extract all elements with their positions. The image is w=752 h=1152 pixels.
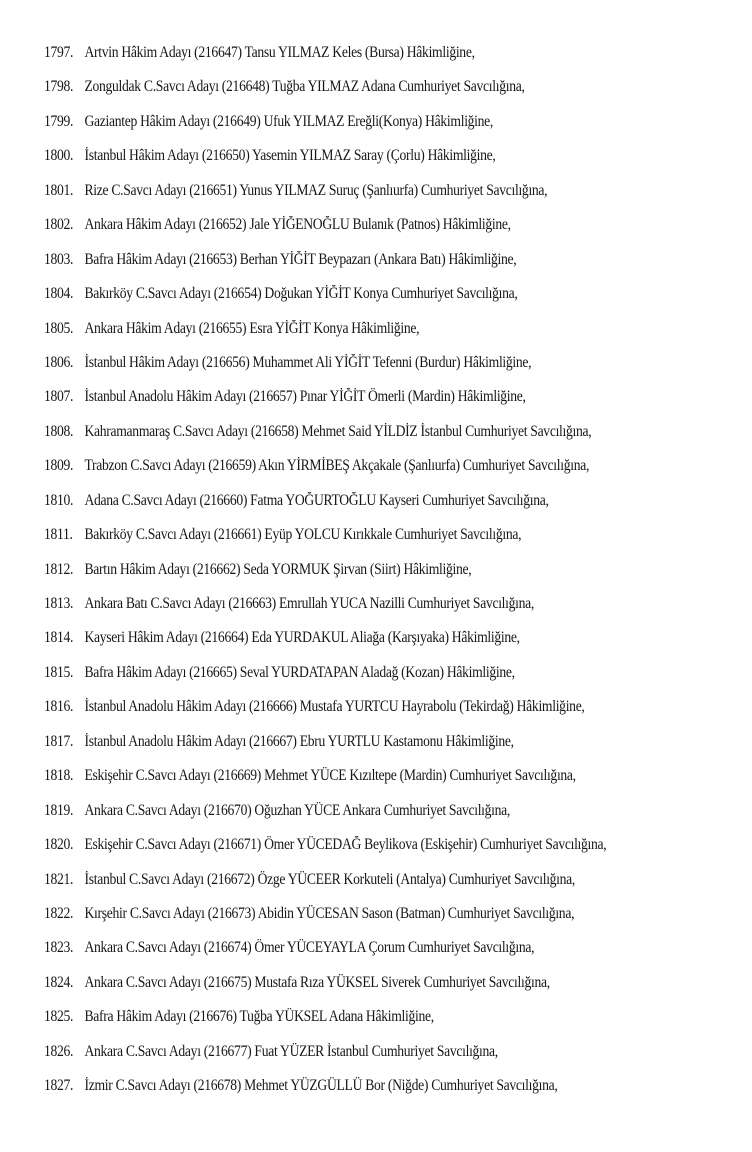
entry-number: 1805. [44, 319, 74, 337]
entry-text: Ankara C.Savcı Adayı (216677) Fuat YÜZER İstanbul Cumhuriyet Savcılığına, [84, 1042, 498, 1060]
entry-text: Eskişehir C.Savcı Adayı (216669) Mehmet YÜCE Kızıltepe (Mardin) Cumhuriyet Savcılığına, [84, 767, 576, 785]
entry-number: 1823. [44, 939, 74, 957]
list-item [44, 147, 660, 181]
entry-number: 1825. [44, 1008, 74, 1026]
entry-text: Bafra Hâkim Adayı (216676) Tuğba YÜKSEL Adana Hâkimliğine, [84, 1008, 434, 1026]
entry-text: Eskişehir C.Savcı Adayı (216671) Ömer YÜCEDAĞ Beylikova (Eskişehir) Cumhuriyet Savcılığına, [84, 836, 607, 854]
entry-number: 1800. [44, 147, 74, 165]
entry-number: 1827. [44, 1077, 74, 1095]
entry-text: Artvin Hâkim Adayı (216647) Tansu YILMAZ Keles (Bursa) Hâkimliğine, [84, 44, 475, 61]
entry-text: Bakırköy C.Savcı Adayı (216654) Doğukan YİĞİT Konya Cumhuriyet Savcılığına, [84, 285, 518, 303]
entry-text: Zonguldak C.Savcı Adayı (216648) Tuğba YILMAZ Adana Cumhuriyet Savcılığına, [84, 78, 525, 96]
entry-number: 1820. [44, 836, 74, 854]
list-item [44, 802, 660, 836]
entry-number: 1816. [44, 698, 74, 716]
entry-text: Ankara C.Savcı Adayı (216674) Ömer YÜCEYAYLA Çorum Cumhuriyet Savcılığına, [84, 939, 535, 957]
list-item [44, 526, 660, 560]
entry-text: Bartın Hâkim Adayı (216662) Seda YORMUK Şirvan (Siirt) Hâkimliğine, [84, 560, 472, 578]
entry-text: Ankara Batı C.Savcı Adayı (216663) Emrullah YUCA Nazilli Cumhuriyet Savcılığına, [84, 595, 535, 612]
entry-number: 1797. [44, 44, 74, 61]
list-item [44, 698, 660, 732]
entry-text: İstanbul Anadolu Hâkim Adayı (216667) Ebru YURTLU Kastamonu Hâkimliğine, [84, 732, 514, 750]
entry-number: 1815. [44, 663, 74, 681]
entry-text: İzmir C.Savcı Adayı (216678) Mehmet YÜZGÜLLÜ Bor (Niğde) Cumhuriyet Savcılığına, [84, 1077, 558, 1095]
list-item [44, 182, 660, 216]
list-item [44, 905, 660, 939]
entry-number: 1818. [44, 767, 74, 785]
entry-number: 1802. [44, 216, 74, 234]
entry-text: İstanbul Anadolu Hâkim Adayı (216666) Mustafa YURTCU Hayrabolu (Tekirdağ) Hâkimliğine, [84, 698, 585, 716]
list-item [44, 251, 660, 285]
list-item [44, 733, 660, 767]
entry-text: Ankara Hâkim Adayı (216652) Jale YİĞENOĞLU Bulanık (Patnos) Hâkimliğine, [84, 216, 511, 234]
entry-number: 1804. [44, 285, 74, 303]
list-item [44, 664, 660, 698]
entry-text: Bafra Hâkim Adayı (216653) Berhan YİĞİT Beypazarı (Ankara Batı) Hâkimliğine, [84, 250, 517, 268]
list-item [44, 216, 660, 250]
entry-text: Adana C.Savcı Adayı (216660) Fatma YOĞURTOĞLU Kayseri Cumhuriyet Savcılığına, [84, 491, 549, 509]
entry-number: 1806. [44, 353, 74, 371]
entry-number: 1808. [44, 422, 74, 440]
entry-text: Gaziantep Hâkim Adayı (216649) Ufuk YILMAZ Ereğli(Konya) Hâkimliğine, [84, 112, 494, 130]
entry-text: Trabzon C.Savcı Adayı (216659) Akın YİRMİBEŞ Akçakale (Şanlıurfa) Cumhuriyet Savcılığına, [84, 457, 590, 475]
list-item [44, 836, 660, 870]
list-item [44, 939, 660, 973]
entry-text: Ankara Hâkim Adayı (216655) Esra YİĞİT Konya Hâkimliğine, [84, 319, 420, 337]
list-item [44, 354, 660, 388]
entry-number: 1817. [44, 732, 74, 750]
appointment-list [44, 44, 744, 1112]
list-item [44, 457, 660, 491]
entry-number: 1813. [44, 595, 74, 612]
list-item [44, 388, 660, 422]
entry-number: 1812. [44, 560, 74, 578]
list-item [44, 1077, 660, 1111]
entry-text: Kırşehir C.Savcı Adayı (216673) Abidin YÜCESAN Sason (Batman) Cumhuriyet Savcılığına, [84, 904, 575, 922]
entry-text: Ankara C.Savcı Adayı (216670) Oğuzhan YÜCE Ankara Cumhuriyet Savcılığına, [84, 801, 511, 819]
list-item [44, 974, 660, 1008]
entry-number: 1799. [44, 112, 74, 130]
entry-number: 1803. [44, 250, 74, 268]
entry-number: 1798. [44, 78, 74, 96]
entry-number: 1801. [44, 181, 74, 199]
list-item [44, 78, 660, 112]
list-item [44, 1008, 660, 1042]
list-item [44, 1043, 660, 1077]
entry-text: Bafra Hâkim Adayı (216665) Seval YURDATAPAN Aladağ (Kozan) Hâkimliğine, [84, 663, 515, 681]
list-item [44, 44, 660, 78]
list-item [44, 561, 660, 595]
list-item [44, 871, 660, 905]
list-item [44, 320, 660, 354]
entry-text: Kayseri Hâkim Adayı (216664) Eda YURDAKUL Aliağa (Karşıyaka) Hâkimliğine, [84, 629, 520, 647]
list-item [44, 285, 660, 319]
entry-number: 1819. [44, 801, 74, 819]
entry-text: Bakırköy C.Savcı Adayı (216661) Eyüp YOLCU Kırıkkale Cumhuriyet Savcılığına, [84, 526, 522, 544]
entry-text: İstanbul Hâkim Adayı (216650) Yasemin YILMAZ Saray (Çorlu) Hâkimliğine, [84, 147, 496, 165]
list-item [44, 113, 660, 147]
entry-number: 1807. [44, 388, 74, 406]
entry-number: 1811. [44, 526, 73, 544]
entry-text: İstanbul Hâkim Adayı (216656) Muhammet Ali YİĞİT Tefenni (Burdur) Hâkimliğine, [84, 353, 532, 371]
entry-text: Ankara C.Savcı Adayı (216675) Mustafa Rıza YÜKSEL Siverek Cumhuriyet Savcılığına, [84, 973, 550, 991]
list-item [44, 423, 660, 457]
list-item [44, 492, 660, 526]
entry-text: İstanbul Anadolu Hâkim Adayı (216657) Pınar YİĞİT Ömerli (Mardin) Hâkimliğine, [84, 388, 526, 406]
entry-number: 1814. [44, 629, 74, 647]
entry-number: 1821. [44, 870, 74, 888]
list-item [44, 767, 660, 801]
entry-text: Rize C.Savcı Adayı (216651) Yunus YILMAZ Suruç (Şanlıurfa) Cumhuriyet Savcılığına, [84, 181, 548, 199]
entry-text: İstanbul C.Savcı Adayı (216672) Özge YÜCEER Korkuteli (Antalya) Cumhuriyet Savcılığına, [84, 870, 576, 888]
entry-text: Kahramanmaraş C.Savcı Adayı (216658) Mehmet Said YİLDİZ İstanbul Cumhuriyet Savcılığına, [84, 422, 592, 440]
entry-number: 1809. [44, 457, 74, 475]
entry-number: 1826. [44, 1042, 74, 1060]
entry-number: 1822. [44, 904, 74, 922]
list-item [44, 629, 660, 663]
list-item [44, 595, 660, 629]
entry-number: 1810. [44, 491, 74, 509]
entry-number: 1824. [44, 973, 74, 991]
